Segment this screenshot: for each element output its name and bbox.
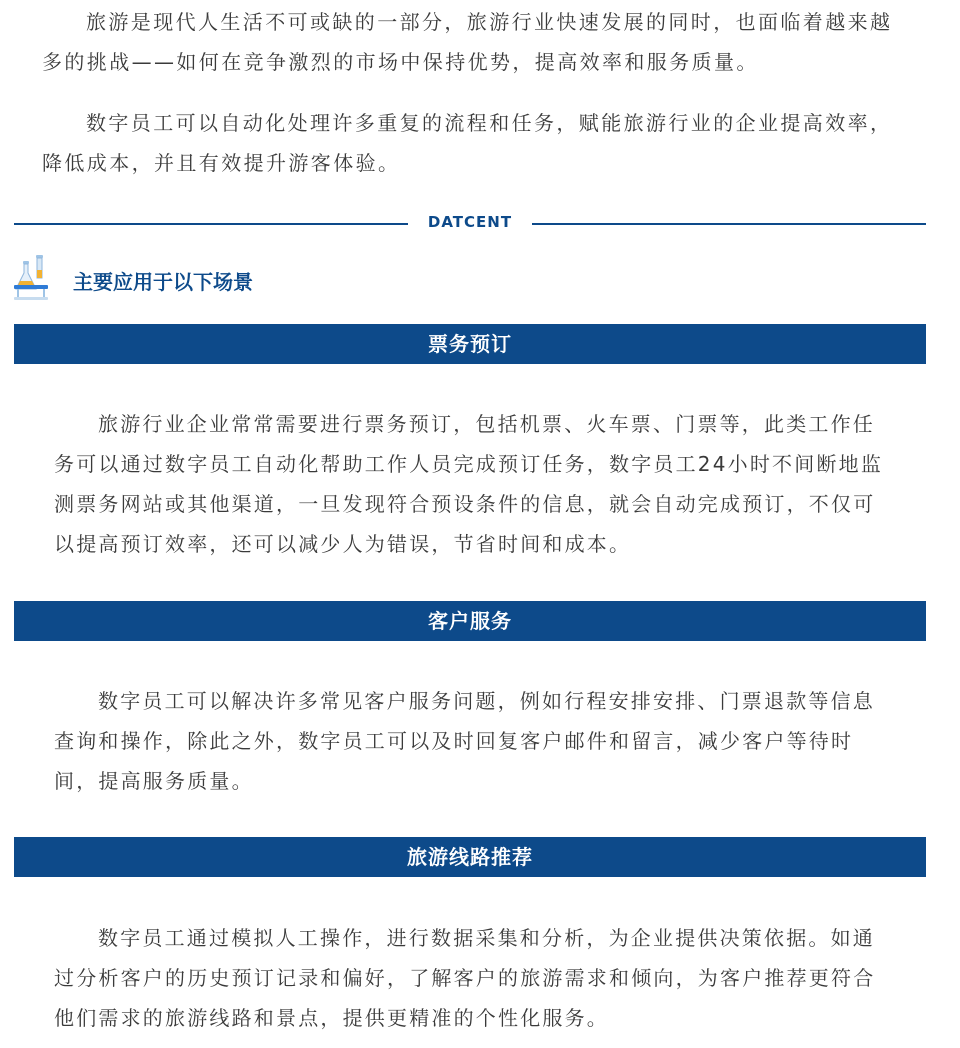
scenario-band-route-recommendation: 旅游线路推荐	[14, 837, 926, 877]
scenario-paragraph-route-recommendation: 数字员工通过模拟人工操作，进行数据采集和分析，为企业提供决策依据。如通过分析客户的历史预订记录和偏好，了解客户的旅游需求和倾向，为客户推荐更符合他们需求的旅游线路和景点，提供更精准的个性化服务。	[54, 926, 876, 1030]
section-title: 主要应用于以下场景	[73, 270, 253, 294]
intro-paragraph-2: 数字员工可以自动化处理许多重复的流程和任务，赋能旅游行业的企业提高效率，降低成本，并且有效提升游客体验。	[42, 111, 893, 175]
divider-line-left	[14, 223, 408, 225]
lab-flask-icon	[14, 255, 48, 301]
section-divider	[14, 210, 926, 238]
divider-line-right	[532, 223, 926, 225]
section-heading	[14, 255, 414, 303]
intro-paragraph-1: 旅游是现代人生活不可或缺的一部分，旅游行业快速发展的同时，也面临着越来越多的挑战——如何在竞争激烈的市场中保持优势，提高效率和服务质量。	[42, 10, 893, 74]
scenario-band-ticket-booking: 票务预订	[14, 324, 926, 364]
scenario-paragraph-customer-service: 数字员工可以解决许多常见客户服务问题，例如行程安排安排、门票退款等信息查询和操作，除此之外，数字员工可以及时回复客户邮件和留言，减少客户等待时间，提高服务质量。	[54, 689, 875, 793]
scenario-paragraph-ticket-booking: 旅游行业企业常常需要进行票务预订，包括机票、火车票、门票等，此类工作任务可以通过数字员工自动化帮助工作人员完成预订任务，数字员工24小时不间断地监测票务网站或其他渠道，一旦发现符合预设条件的信息，就会自动完成预订，不仅可以提高预订效率，还可以减少人为错误，节省时间和成本。	[54, 412, 884, 556]
divider-label: DATCENT	[427, 213, 513, 231]
scenario-band-customer-service: 客户服务	[14, 601, 926, 641]
